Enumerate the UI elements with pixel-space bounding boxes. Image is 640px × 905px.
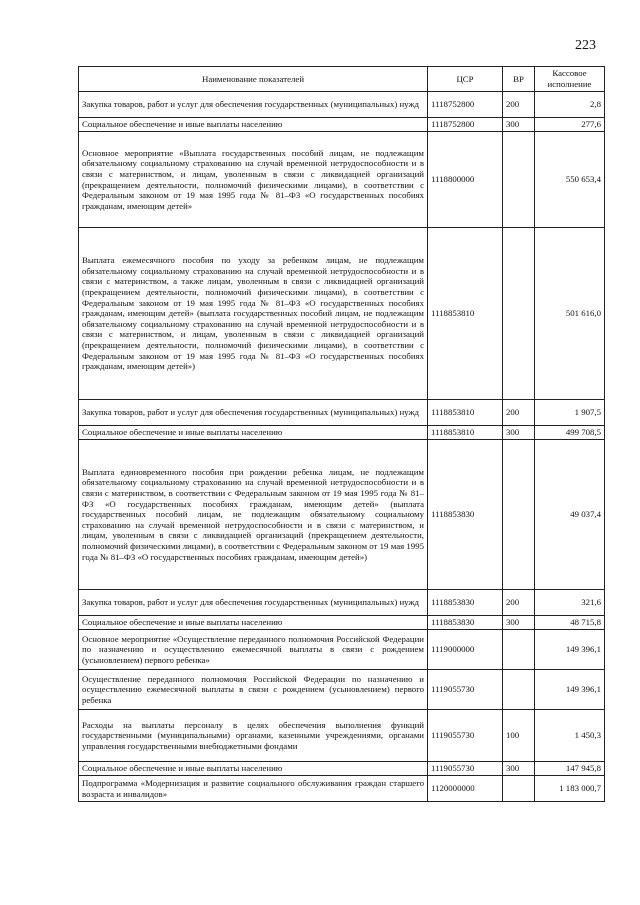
table-row: [79, 440, 605, 590]
row-amount: 277,6: [535, 118, 605, 132]
row-amount: 1 450,3: [535, 710, 605, 762]
row-vr: [503, 776, 535, 802]
row-csr: 1118853810: [428, 426, 503, 440]
row-csr: 1119055730: [428, 670, 503, 710]
row-vr: [503, 670, 535, 710]
row-amount: 1 183 000,7: [535, 776, 605, 802]
row-csr: 1119055730: [428, 710, 503, 762]
header-row: [79, 67, 605, 92]
row-name: Социальное обеспечение и иные выплаты населению: [79, 118, 428, 132]
row-amount: 149 396,1: [535, 670, 605, 710]
budget-execution-table: [78, 66, 605, 802]
row-amount: 321,6: [535, 590, 605, 616]
row-csr: 1118853830: [428, 440, 503, 590]
row-csr: 1118752800: [428, 118, 503, 132]
row-vr: [503, 132, 535, 228]
row-amount: 1 907,5: [535, 400, 605, 426]
table-row: [79, 118, 605, 132]
row-name: Закупка товаров, работ и услуг для обеспечения государственных (муниципальных) нужд: [79, 92, 428, 118]
row-csr: 1118853810: [428, 228, 503, 400]
header-csr: ЦСР: [428, 67, 503, 92]
row-csr: 1118853830: [428, 616, 503, 630]
row-name: Выплата ежемесячного пособия по уходу за ребенком лицам, не подлежащим обязательному социальному страхованию на случай временной нетрудоспособности и в связи с материнством, а также лицам, уволенным в связи с ликвидацией организаций (прекращением деятельности, полномочий физическими лицами), в соответствии с Федеральным законом от 19 мая 1995 года № 81–ФЗ «О государственных пособиях гражданам, имеющим детей» (выплата государственных пособий лицам, не подлежащим обязательному социальному страхованию на случай временной нетрудоспособности и в связи с материнством, и лицам, уволенным в связи с ликвидацией организаций (прекращением деятельности, полномочий физическими лицами), в соответствии с Федеральным законом от 19 мая 1995 года № 81–ФЗ «О государственных пособиях гражданам, имеющим детей»): [79, 228, 428, 400]
header-name: Наименование показателей: [79, 67, 428, 92]
row-vr: [503, 630, 535, 670]
row-amount: 550 653,4: [535, 132, 605, 228]
table-row: [79, 590, 605, 616]
table-row: [79, 630, 605, 670]
row-amount: 48 715,8: [535, 616, 605, 630]
row-vr: 300: [503, 762, 535, 776]
table-body: [79, 92, 605, 802]
table-row: [79, 670, 605, 710]
row-vr: 300: [503, 616, 535, 630]
row-name: Социальное обеспечение и иные выплаты населению: [79, 616, 428, 630]
row-vr: 200: [503, 92, 535, 118]
row-name: Социальное обеспечение и иные выплаты населению: [79, 426, 428, 440]
row-amount: 499 708,5: [535, 426, 605, 440]
row-csr: 1118752800: [428, 92, 503, 118]
row-csr: 1118853810: [428, 400, 503, 426]
row-vr: 300: [503, 118, 535, 132]
row-name: Закупка товаров, работ и услуг для обеспечения государственных (муниципальных) нужд: [79, 590, 428, 616]
table-row: [79, 92, 605, 118]
table-row: [79, 228, 605, 400]
table-row: [79, 132, 605, 228]
table-row: [79, 616, 605, 630]
table-row: [79, 710, 605, 762]
row-amount: 2,8: [535, 92, 605, 118]
table-row: [79, 400, 605, 426]
row-vr: 300: [503, 426, 535, 440]
row-csr: 1118853830: [428, 590, 503, 616]
row-csr: 1118800000: [428, 132, 503, 228]
row-csr: 1120000000: [428, 776, 503, 802]
table-row: [79, 776, 605, 802]
row-csr: 1119000000: [428, 630, 503, 670]
header-amount: Кассовое исполнение: [535, 67, 605, 92]
header-vr: ВР: [503, 67, 535, 92]
table-header: [79, 67, 605, 92]
row-amount: 149 396,1: [535, 630, 605, 670]
row-name: Социальное обеспечение и иные выплаты населению: [79, 762, 428, 776]
row-name: Подпрограмма «Модернизация и развитие социального обслуживания граждан старшего возраста и инвалидов»: [79, 776, 428, 802]
row-vr: 100: [503, 710, 535, 762]
row-name: Выплата единовременного пособия при рождении ребенка лицам, не подлежащим обязательному социальному страхованию на случай временной нетрудоспособности и в связи с материнством, в соответствии с Федеральным законом от 19 мая 1995 года № 81–ФЗ «О государственных пособиях гражданам, имеющим детей» (выплата государственных пособий лицам, не подлежащим обязательному социальному страхованию на случай временной нетрудоспособности и в связи с материнством, и лицам, уволенным в связи с ликвидацией организаций (прекращением деятельности, полномочий физическими лицами), в соответствии с Федеральным законом от 19 мая 1995 года № 81–ФЗ «О государственных пособиях гражданам, имеющим детей»): [79, 440, 428, 590]
row-name: Расходы на выплаты персоналу в целях обеспечения выполнения функций государственными (муниципальными) органами, казенными учреждениями, органами управления государственными внебюджетными фондами: [79, 710, 428, 762]
page-number: 223: [575, 38, 596, 53]
row-amount: 501 616,0: [535, 228, 605, 400]
row-name: Закупка товаров, работ и услуг для обеспечения государственных (муниципальных) нужд: [79, 400, 428, 426]
row-vr: 200: [503, 400, 535, 426]
row-name: Основное мероприятие «Осуществление переданного полномочия Российской Федерации по назначению и осуществлению ежемесячной выплаты в связи с рождением (усыновлением) первого ребенка»: [79, 630, 428, 670]
row-amount: 49 037,4: [535, 440, 605, 590]
row-amount: 147 945,8: [535, 762, 605, 776]
row-vr: [503, 440, 535, 590]
table-row: [79, 426, 605, 440]
row-name: Осуществление переданного полномочия Российской Федерации по назначению и осуществлению ежемесячной выплаты в связи с рождением (усыновлением) первого ребенка: [79, 670, 428, 710]
row-vr: [503, 228, 535, 400]
row-name: Основное мероприятие «Выплата государственных пособий лицам, не подлежащим обязательному социальному страхованию на случай временной нетрудоспособности и в связи с материнством, и лицам, уволенным в связи с ликвидацией организаций (прекращением деятельности, полномочий физическими лицами), в соответствии с Федеральным законом от 19 мая 1995 года № 81–ФЗ «О государственных пособиях гражданам, имеющим детей»: [79, 132, 428, 228]
row-csr: 1119055730: [428, 762, 503, 776]
table-row: [79, 762, 605, 776]
row-vr: 200: [503, 590, 535, 616]
